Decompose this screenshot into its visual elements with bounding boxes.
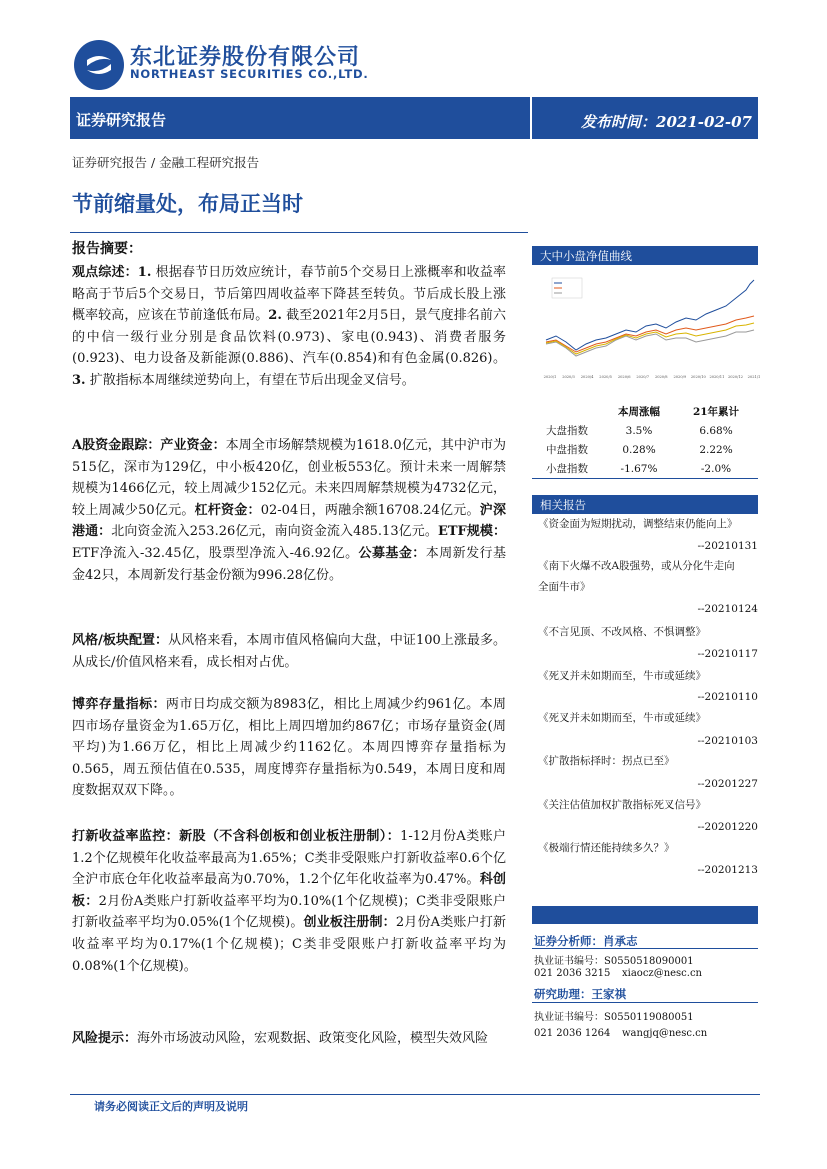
divider — [532, 1002, 758, 1003]
table-row — [532, 459, 758, 478]
company-name-cn: 东北证券股份有限公司 — [130, 45, 361, 70]
analyst-phone: 021 2036 3215 — [534, 968, 611, 979]
point-2-text: 截至2021年2月5日，景气度排名前六的中信一级行业分别是食品饮料(0.973)、家电(0.943)、消费者服务(0.923)、电力设备及新能源(0.886)、汽车(0.854)和有色金属(0.826)。 — [72, 308, 506, 367]
related-report-date: --20210124 — [697, 603, 758, 615]
index-name: 小盘指数 — [546, 463, 588, 475]
fund-text: 本周新发行基金42只，本周新发行基金份额为996.28亿份。 — [72, 545, 506, 583]
divider — [70, 232, 528, 233]
table-row — [532, 440, 758, 459]
gem-text: 2月份A类账户打新收益率平均为0.17%(1个亿规模)；C类非受限账户打新收益率平均为0.08%(1个亿规模)。 — [72, 915, 506, 974]
footer-divider — [70, 1094, 760, 1095]
overview-paragraph — [72, 262, 506, 392]
index-name: 大盘指数 — [546, 425, 588, 437]
industry-funds-text: 本周全市场解禁规模为1618.0亿元，其中沪市为515亿，深市为129亿，中小板420亿，创业板553亿。预计未来一周解禁规模为1466亿元，较上周减少152亿元。未来四周解禁规模为4732亿元，较上周减少50亿元。 — [72, 438, 506, 518]
table-row — [532, 421, 758, 440]
x-tick-label: 2020/3 — [562, 375, 575, 379]
week-change: 3.5% — [625, 424, 653, 437]
chart-title: 大中小盘净值曲线 — [532, 246, 758, 265]
point-1-text: 根据春节日历效应统计，春节前5个交易日上涨概率和收益率略高于节后5个交易日，节后第四周收益率下降甚至转负。节后成长股上涨概率较高，应该在节前逢低布局。 — [72, 265, 506, 324]
analyst-section-bar — [532, 906, 758, 924]
ytd-change: -2.0% — [700, 462, 732, 475]
point-3-text: 扩散指标本周继续逆势向上，有望在节后出现金叉信号。 — [85, 372, 415, 388]
report-type-label: 证券研究报告 — [76, 111, 167, 129]
x-tick-label: 2020/11 — [709, 375, 725, 379]
risk-paragraph — [72, 1028, 506, 1050]
style-paragraph — [72, 630, 506, 673]
stock-indicator-text: 两市日均成交额为8983亿，相比上周减少约961亿。本周四市场存量资金为1.65万亿，相比上周四增加约867亿；市场存量资金(周平均)为1.66万亿，相比上周减少约1162亿。本周四博弈存量指标为0.565，周五预估值在0.535，周度博弈存量指标为0.549，本周日度和周度数据双双下降。。 — [72, 697, 506, 799]
week-change: -1.67% — [620, 462, 658, 475]
x-tick-label: 2020/4 — [580, 375, 594, 379]
point-1-num: 1. — [137, 265, 152, 280]
star-text: 2月份A类账户打新收益率平均为0.10%(1个亿规模)；C类非受限账户打新收益率平均为0.05%(1个亿规模)。 — [72, 893, 506, 931]
related-reports-heading: 相关报告 — [532, 495, 758, 514]
logo-mark-icon — [84, 52, 114, 78]
publish-date: 发布时间：2021-02-07 — [581, 113, 752, 131]
ytd-change: 2.22% — [699, 443, 733, 456]
funds-tracking-paragraph — [72, 435, 506, 586]
stock-indicator-paragraph — [72, 694, 506, 802]
star-lead: 科创板： — [72, 872, 506, 909]
related-report-date: --20201227 — [697, 778, 758, 790]
x-tick-label: 2021/1 — [747, 375, 761, 379]
related-report-date: --20201213 — [697, 864, 758, 876]
related-report-date: --20210117 — [697, 648, 758, 660]
ipo-yield-paragraph — [72, 826, 506, 977]
x-axis-ticks — [544, 375, 761, 379]
related-report-link[interactable]: 《关注估值加权扩散指标死叉信号》 — [538, 799, 706, 811]
funds-lead: A股资金跟踪：产业资金： — [72, 438, 226, 453]
index-name: 中盘指数 — [546, 444, 588, 456]
x-tick-label: 2020/9 — [673, 375, 687, 379]
week-change: 0.28% — [622, 443, 656, 456]
divider — [532, 948, 758, 949]
analyst-name: 证券分析师：肖承志 — [534, 934, 638, 948]
connect-lead: 沪深港通： — [72, 502, 506, 540]
ipo-text: 1-12月份A类账户1.2个亿规模年化收益率最高为1.65%；C类非受限账户打新收益率0.6个亿全沪市底仓年化收益率最高为0.70%，1.2个亿年化收益率为0.47%。 — [72, 829, 506, 888]
related-report-date: --20210103 — [697, 735, 758, 747]
related-report-link[interactable]: 《南下火爆不改A股强势，或从分化牛走向全面牛市》 — [538, 560, 735, 593]
connect-text: 北向资金流入253.26亿元，南向资金流入485.13亿元。 — [111, 524, 438, 540]
analyst-cert: 执业证书编号：S0550518090001 — [534, 956, 694, 967]
related-report-link[interactable]: 《死叉并未如期而至，牛市或延续》 — [538, 670, 706, 682]
related-report-date: --20210131 — [697, 540, 758, 552]
assistant-email[interactable]: wangjq@nesc.cn — [622, 1028, 708, 1039]
risk-lead: 风险提示： — [72, 1031, 138, 1046]
divider — [532, 478, 758, 479]
x-tick-label: 2020/7 — [636, 375, 650, 379]
leverage-lead: 杠杆资金： — [194, 502, 261, 518]
company-name-en: NORTHEAST SECURITIES CO.,LTD. — [130, 67, 369, 81]
ytd-change: 6.68% — [699, 424, 733, 437]
x-tick-label: 2020/1 — [543, 375, 557, 379]
related-report-link[interactable]: 《极端行情还能持续多久？》 — [538, 842, 675, 854]
etf-lead: ETF规模： — [437, 524, 507, 540]
breadcrumb: 证券研究报告 / 金融工程研究报告 — [72, 155, 260, 170]
style-text: 从风格来看，本周市值风格偏向大盘，中证100上涨最多。从成长/价值风格来看，成长相对占优。 — [72, 633, 506, 670]
x-tick-label: 2020/12 — [727, 375, 743, 379]
point-3-num: 3. — [72, 372, 86, 388]
assistant-cert: 执业证书编号：S0550119080051 — [534, 1012, 694, 1023]
gem-lead: 创业板注册制： — [303, 915, 396, 931]
analyst-email[interactable]: xiaocz@nesc.cn — [622, 968, 702, 979]
table-header-row — [532, 402, 758, 421]
disclaimer-link[interactable]: 请务必阅读正文后的声明及说明 — [94, 1100, 248, 1113]
table-header-cell: 本周涨幅 — [618, 406, 660, 418]
related-report-link[interactable]: 《扩散指标择时：拐点已至》 — [538, 755, 675, 767]
assistant-name: 研究助理：王家祺 — [534, 987, 626, 1001]
etf-text: ETF净流入-32.45亿，股票型净流入-46.92亿。 — [72, 545, 359, 561]
related-report-link[interactable]: 《资金面为短期扰动，调整结束仍能向上》 — [538, 518, 738, 530]
related-report-date: --20201220 — [697, 821, 758, 833]
page-title: 节前缩量处，布局正当时 — [72, 191, 303, 216]
related-report-link[interactable]: 《死叉并未如期而至，牛市或延续》 — [538, 712, 706, 724]
stock-indicator-lead: 博弈存量指标： — [72, 697, 166, 712]
point-2-num: 2. — [268, 308, 282, 324]
related-report-link[interactable]: 《不言见顶、不改风格、不惧调整》 — [538, 626, 706, 638]
x-tick-label: 2020/6 — [617, 375, 631, 379]
chart-legend — [552, 278, 582, 298]
style-lead: 风格/板块配置： — [72, 633, 169, 648]
x-tick-label: 2020/10 — [690, 375, 706, 379]
assistant-phone: 021 2036 1264 — [534, 1028, 611, 1039]
leverage-text: 02-04日，两融余额16708.24亿元。 — [260, 502, 480, 518]
summary-heading: 报告摘要： — [72, 241, 142, 257]
net-value-chart — [532, 266, 761, 384]
table-header-cell: 21年累计 — [692, 406, 740, 418]
x-tick-label: 2020/5 — [599, 375, 612, 379]
index-performance-table — [532, 402, 758, 478]
related-report-date: --20210110 — [697, 691, 758, 703]
x-tick-label: 2020/8 — [654, 375, 668, 379]
overview-lead: 观点综述： — [72, 265, 138, 280]
risk-text: 海外市场波动风险，宏观数据、政策变化风险，模型失效风险 — [137, 1031, 489, 1046]
ipo-lead: 打新收益率监控：新股（不含科创板和创业板注册制）： — [72, 829, 401, 844]
fund-lead: 公募基金： — [358, 545, 426, 561]
table-header-cell — [532, 402, 604, 421]
